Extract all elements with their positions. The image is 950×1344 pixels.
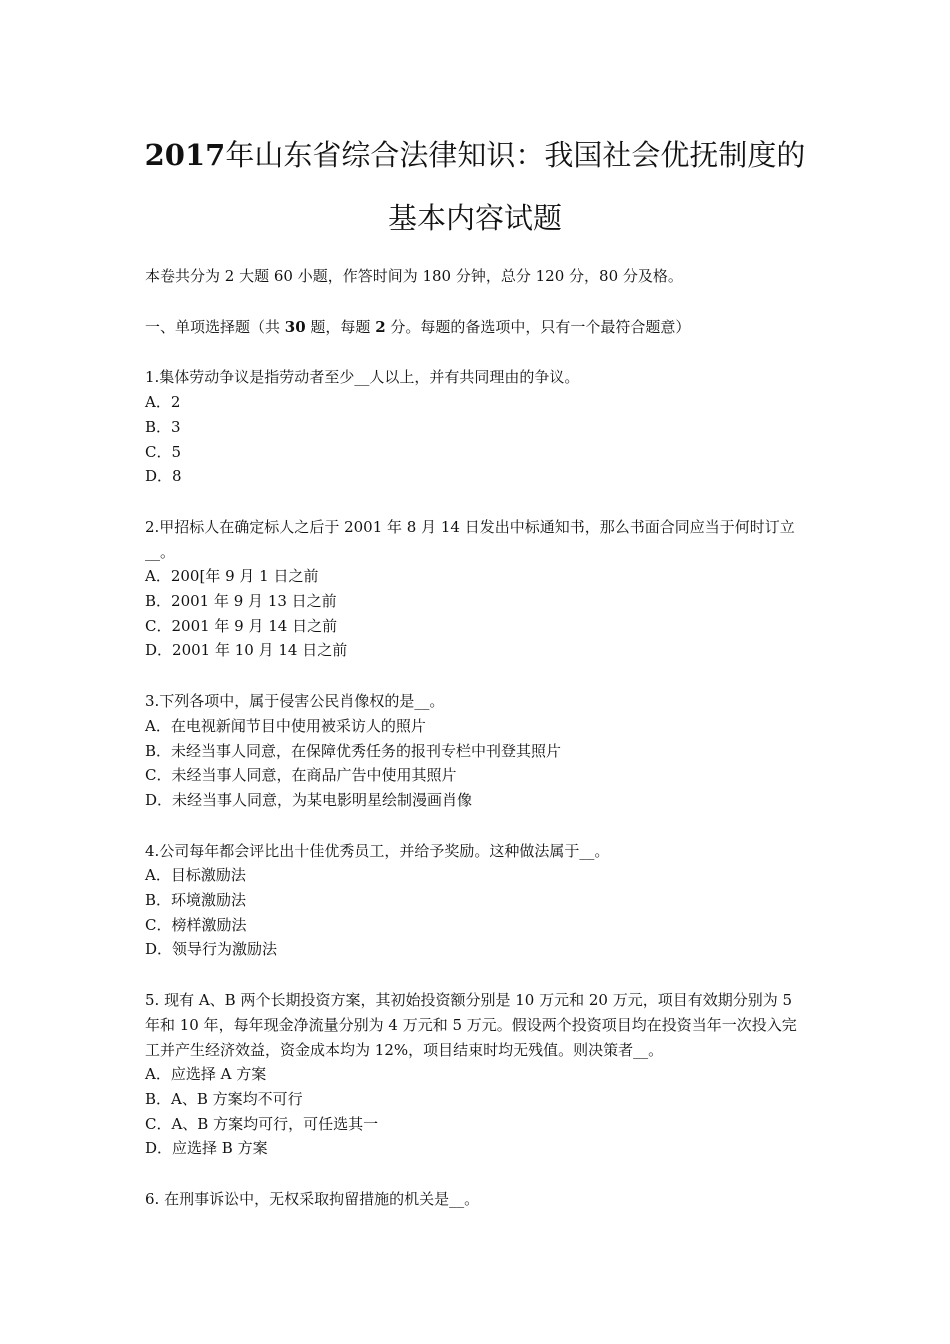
intro-text: 本卷共分为 2 大题 60 小题，作答时间为 180 分钟，总分 120 分，80 分及格。 [145,267,683,285]
option-b: B．未经当事人同意，在保障优秀任务的报刊专栏中刊登其照片 [145,741,562,760]
option-c: C．2001 年 9 月 14 日之前 [145,616,338,635]
question-3 [145,689,810,813]
option-b: B．3 [145,417,181,436]
section-heading [145,315,810,340]
option-a: A．应选择 A 方案 [145,1065,267,1084]
title-line1: 年山东省综合法律知识：我国社会优抚制度的 [225,138,806,172]
question-5 [145,988,810,1161]
option-d: D．应选择 B 方案 [145,1139,268,1158]
question-6 [145,1187,810,1212]
section-count: 30 [284,317,306,336]
question-text: 3.下列各项中，属于侵害公民肖像权的是__。 [145,692,445,711]
question-2 [145,515,810,663]
option-b: B．A、B 方案均不可行 [145,1089,303,1108]
document-body [145,264,810,1212]
option-b: B．环境激励法 [145,891,247,910]
option-d: D．领导行为激励法 [145,940,278,959]
question-text: 4.公司每年都会评比出十佳优秀员工，并给予奖励。这种做法属于__。 [145,841,610,860]
section-suffix: 分。每题的备选项中，只有一个最符合题意） [385,317,691,336]
section-middle: 题，每题 [305,317,376,336]
option-c: C．榜样激励法 [145,915,247,934]
question-text: 1.集体劳动争议是指劳动者至少__人以上，并有共同理由的争议。 [145,368,580,387]
title-year: 2017 [144,138,226,172]
option-a: A．目标激励法 [145,866,246,885]
option-d: D．2001 年 10 月 14 日之前 [145,641,348,660]
option-a: A．200[年 9 月 1 日之前 [145,567,319,586]
option-b: B．2001 年 9 月 13 日之前 [145,592,337,611]
option-a: A．在电视新闻节目中使用被采访人的照片 [145,716,426,735]
option-c: C．5 [145,442,182,461]
section-score: 2 [375,317,386,336]
option-c: C．未经当事人同意，在商品广告中使用其照片 [145,766,457,785]
section-prefix: 一、单项选择题（共 [145,317,285,336]
option-c: C．A、B 方案均可行，可任选其一 [145,1114,379,1133]
question-text: 6. 在刑事诉讼中，无权采取拘留措施的机关是__。 [145,1190,480,1209]
question-1 [145,365,810,489]
option-a: A．2 [145,393,181,412]
question-4 [145,839,810,963]
question-text: 2.甲招标人在确定标人之后于 2001 年 8 月 14 日发出中标通知书，那么书面合同应当于何时订立__。 [145,517,795,561]
document-title [120,124,830,250]
question-text: 5. 现有 A、B 两个长期投资方案，其初始投资额分别是 10 万元和 20 万元，项目有效期分别为 5 年和 10 年，每年现金净流量分别为 4 万元和 5 万元。假设两个投资项目均在投资当年一次投入完工并产生经济效益，资金成本均为 12%，项目结束时均无残值。则决策者__。 [145,991,797,1059]
title-line2: 基本内容试题 [387,201,562,235]
option-d: D．未经当事人同意，为某电影明星绘制漫画肖像 [145,790,473,809]
option-d: D．8 [145,467,182,486]
